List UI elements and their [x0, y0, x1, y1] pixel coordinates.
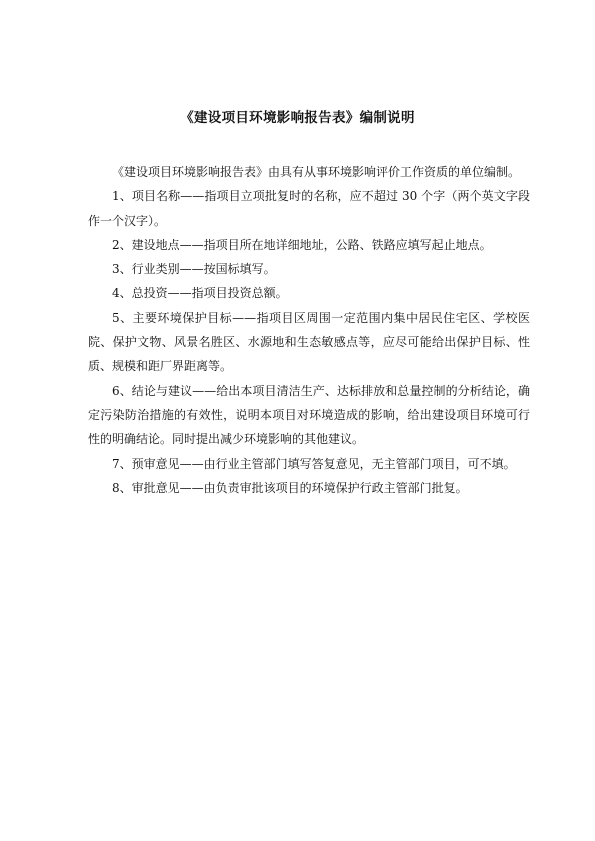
item-construction-site: 2、建设地点——指项目所在地详细地址，公路、铁路应填写起止地点。: [112, 237, 492, 252]
item-total-investment: 4、总投资——指项目投资总额。: [112, 286, 288, 301]
item-project-name: 1、项目名称——指项目立项批复时的名称，应不超过 30 个字（两个英文字段作一个汉字）。: [88, 189, 530, 228]
document-body: [88, 160, 530, 500]
item-pre-review-opinion: 7、预审意见——由行业主管部门填写答复意见，无主管部门项目，可不填。: [112, 456, 516, 471]
item-protection-targets: 5、主要环境保护目标——指项目区周围一定范围内集中居民住宅区、学校医院、保护文物、风景名胜区、水源地和生态敏感点等，应尽可能给出保护目标、性质、规模和距厂界距离等。: [88, 310, 530, 374]
item-industry-category: 3、行业类别——按国标填写。: [112, 262, 276, 277]
item-conclusions: 6、结论与建议——给出本项目清洁生产、达标排放和总量控制的分析结论，确定污染防治措施的有效性，说明本项目对环境造成的影响，给出建设项目环境可行性的明确结论。同时提出减少环境影响的其他建议。: [88, 383, 530, 447]
document-title: 《建设项目环境影响报告表》编制说明: [180, 110, 415, 126]
item-approval-opinion: 8、审批意见——由负责审批该项目的环境保护行政主管部门批复。: [112, 480, 468, 495]
intro-paragraph: 《建设项目环境影响报告表》由具有从事环境影响评价工作资质的单位编制。: [112, 165, 521, 179]
